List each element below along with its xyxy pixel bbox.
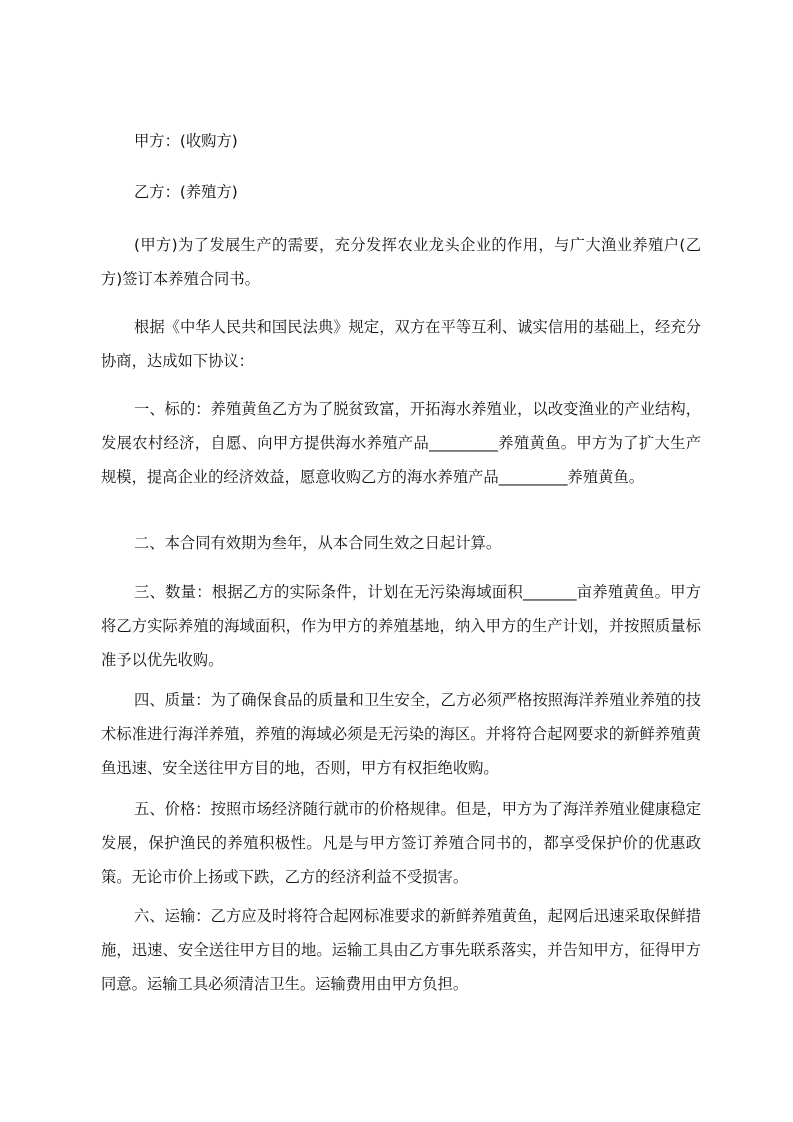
party-b-line: 乙方：(养殖方) xyxy=(134,183,238,201)
clause-transport: 六、运输：乙方应及时将符合起网标准要求的新鲜养殖黄鱼，起网后迅速采取保鲜措施，迅速、安全送往甲方目的地。运输工具由乙方事先联系落实，并告知甲方，征得甲方同意。运输工具必须清洁卫生。运输费用由甲方负担。 xyxy=(101,907,701,993)
preamble-paragraph: (甲方)为了发展生产的需要，充分发挥农业龙头企业的作用，与广大渔业养殖户(乙方)签订本养殖合同书。 xyxy=(101,236,701,288)
party-a-line: 甲方：(收购方) xyxy=(134,132,238,150)
legal-basis-paragraph: 根据《中华人民共和国民法典》规定，双方在平等互利、诚实信用的基础上，经充分协商，达成如下协议： xyxy=(101,318,701,370)
clause-quantity: 三、数量：根据乙方的实际条件，计划在无污染海域面积_______亩养殖黄鱼。甲方将乙方实际养殖的海域面积，作为甲方的养殖基地，纳入甲方的生产计划，并按照质量标准予以优先收购。 xyxy=(101,583,701,669)
clause-subject-matter: 一、标的：养殖黄鱼乙方为了脱贫致富，开拓海水养殖业，以改变渔业的产业结构，发展农村经济，自愿、向甲方提供海水养殖产品_________养殖黄鱼。甲方为了扩大生产规模，提高企业的经济效益，愿意收购乙方的海水养殖产品_________养殖黄鱼。 xyxy=(101,400,701,486)
clause-quality: 四、质量：为了确保食品的质量和卫生安全，乙方必须严格按照海洋养殖业养殖的技术标准进行海洋养殖，养殖的海域必须是无污染的海区。并将符合起网要求的新鲜养殖黄鱼迅速、安全送往甲方目的地，否则，甲方有权拒绝收购。 xyxy=(101,691,701,777)
clause-price: 五、价格：按照市场经济随行就市的价格规律。但是，甲方为了海洋养殖业健康稳定发展，保护渔民的养殖积极性。凡是与甲方签订养殖合同书的，都享受保护价的优惠政策。无论市价上扬或下跌，乙方的经济利益不受损害。 xyxy=(101,800,701,886)
clause-term: 二、本合同有效期为叁年，从本合同生效之日起计算。 xyxy=(134,534,502,552)
